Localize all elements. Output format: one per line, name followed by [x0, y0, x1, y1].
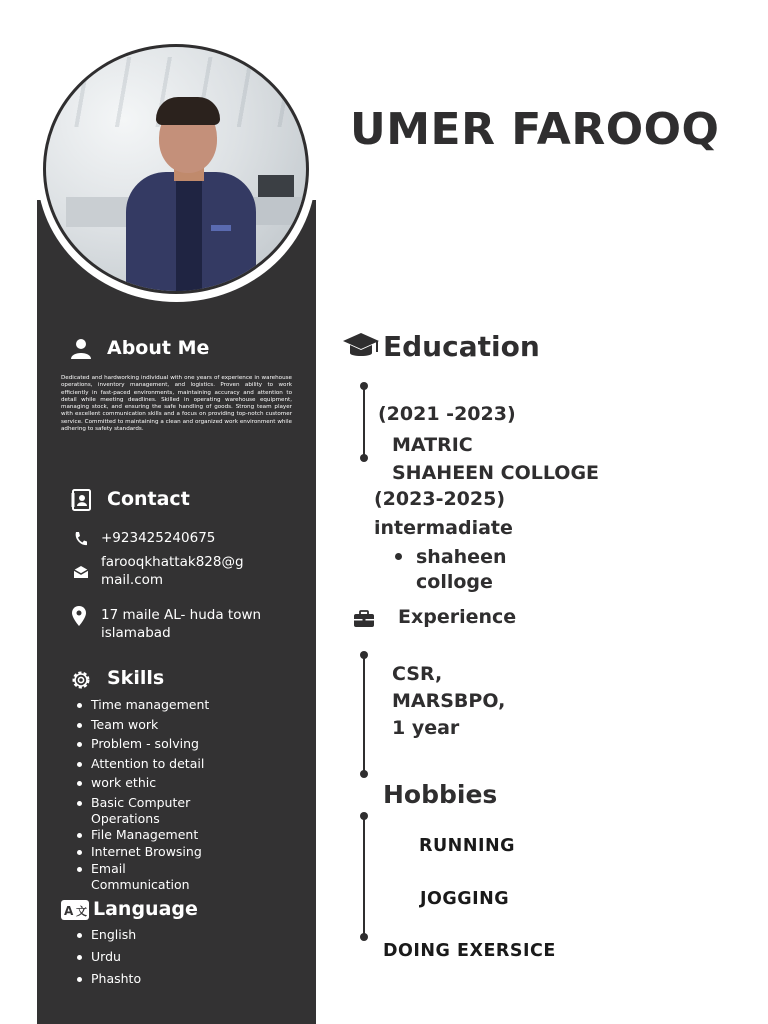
- gear-icon: [69, 668, 93, 696]
- hobby-item: DOING EXERSICE: [383, 941, 556, 961]
- hobby-item: RUNNING: [419, 836, 515, 856]
- graduation-cap-icon: [342, 332, 380, 364]
- timeline-line: [363, 386, 365, 458]
- bullet-dot: [395, 553, 402, 560]
- skill-item: File Management: [75, 827, 275, 843]
- photo-person-pocket: [211, 225, 231, 231]
- resume-name: UMER FAROOQ: [350, 104, 720, 155]
- skill-item: work ethic: [75, 775, 275, 791]
- briefcase-icon: [353, 610, 375, 632]
- education-level-2: intermadiate: [374, 517, 513, 539]
- contact-phone: +923425240675: [101, 530, 216, 546]
- profile-photo: [43, 44, 309, 294]
- skill-item: Time management: [75, 697, 275, 713]
- education-school-2: shaheen colloge: [416, 546, 507, 593]
- phone-icon: [73, 531, 88, 551]
- contact-address: 17 maile AL- huda town islamabad: [101, 607, 262, 641]
- language-item: English: [75, 927, 275, 943]
- language-heading: Language: [93, 898, 198, 920]
- translate-icon: [61, 900, 89, 924]
- timeline-line: [363, 655, 365, 773]
- education-school-1: SHAHEEN COLLOGE: [392, 462, 600, 484]
- experience-role: CSR,: [392, 663, 443, 685]
- skill-item: Problem - solving: [75, 736, 275, 752]
- timeline-dot: [360, 770, 368, 778]
- mail-icon: [73, 564, 89, 583]
- skill-item: Basic Computer Operations: [75, 795, 216, 827]
- contact-email: farooqkhattak828@g mail.com: [101, 554, 244, 588]
- user-icon: [70, 338, 92, 364]
- education-year-2: (2023-2025): [374, 488, 506, 510]
- timeline-line: [363, 816, 365, 936]
- timeline-dot: [360, 454, 368, 462]
- svg-text:A: A: [64, 904, 74, 918]
- about-heading: About Me: [107, 337, 210, 359]
- skill-item: Team work: [75, 717, 275, 733]
- photo-monitor: [258, 175, 294, 197]
- photo-person-shirt: [176, 177, 202, 294]
- language-item: Urdu: [75, 949, 275, 965]
- skills-list: [75, 697, 275, 893]
- timeline-dot: [360, 933, 368, 941]
- experience-company: MARSBPO,: [392, 690, 506, 712]
- hobbies-heading: Hobbies: [383, 780, 498, 809]
- contact-book-icon: [70, 489, 92, 515]
- education-year-1: (2021 -2023): [378, 403, 516, 425]
- photo-person-hair: [156, 97, 220, 125]
- skill-item: Attention to detail: [75, 756, 275, 772]
- contact-heading: Contact: [107, 488, 190, 510]
- about-text: Dedicated and hardworking individual with one years of experience in warehouse operations, inventory management, and logistics. Proven ability to work efficiently in fast-paced environments, maintaining accuracy and attention to detail while meeting deadlines. Skilled in operating warehouse equipment, managing stock, and ensuring the safe handling of goods. Strong team player with excellent communication skills and a focus on providing top-notch customer service. Committed to maintaining a clean and organized work environment while adhering to safety standards.: [61, 375, 292, 433]
- education-heading: Education: [383, 330, 540, 363]
- skill-item: Internet Browsing: [75, 844, 275, 860]
- language-list: [75, 927, 275, 987]
- experience-heading: Experience: [398, 606, 517, 628]
- svg-text:文: 文: [76, 905, 87, 918]
- skill-item: Email Communication: [75, 861, 211, 893]
- location-pin-icon: [72, 606, 86, 630]
- hobby-item: JOGGING: [420, 889, 510, 909]
- education-level-1: MATRIC: [392, 434, 473, 456]
- skills-heading: Skills: [107, 667, 165, 689]
- language-item: Phashto: [75, 971, 275, 987]
- experience-duration: 1 year: [392, 717, 460, 739]
